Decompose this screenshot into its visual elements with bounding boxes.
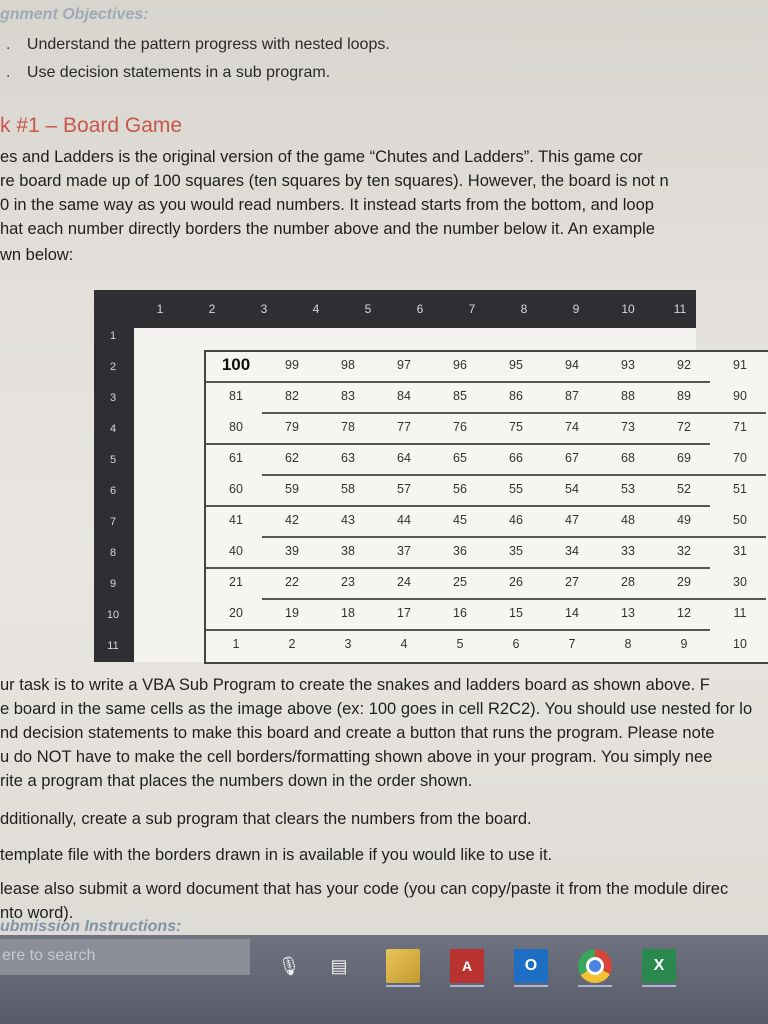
board-cell: 22 — [285, 575, 299, 589]
board-cell: 58 — [341, 482, 355, 496]
active-indicator — [514, 985, 548, 987]
row-header: 3 — [109, 392, 117, 404]
intro-line: es and Ladders is the original version of the game “Chutes and Ladders”. This game cor — [0, 148, 643, 166]
board-cell: 10 — [733, 637, 747, 651]
active-indicator — [450, 985, 484, 987]
board-cell: 75 — [509, 420, 523, 434]
outlook-icon[interactable]: O — [514, 949, 548, 983]
board-cell: 27 — [565, 575, 579, 589]
board-cell: 11 — [733, 606, 747, 620]
taskbar — [0, 935, 768, 1024]
board-cell: 97 — [397, 358, 411, 372]
row-header: 6 — [109, 485, 117, 497]
board-cell: 24 — [397, 575, 411, 589]
column-header: 3 — [260, 302, 268, 316]
board-cell: 23 — [341, 575, 355, 589]
board-cell: 62 — [285, 451, 299, 465]
board-cell: 1 — [232, 637, 240, 651]
intro-line: 0 in the same way as you would read numbers. It instead starts from the bottom, and loop — [0, 196, 654, 214]
board-cell: 72 — [677, 420, 691, 434]
row-header-bar — [94, 328, 134, 662]
board-cell: 96 — [453, 358, 467, 372]
column-header: 5 — [364, 302, 372, 316]
board-cell: 14 — [565, 606, 579, 620]
file-explorer-icon[interactable] — [386, 949, 420, 983]
board-cell: 86 — [509, 389, 523, 403]
board-cell: 25 — [453, 575, 467, 589]
active-indicator — [386, 985, 420, 987]
board-cell: 78 — [341, 420, 355, 434]
board-cell: 93 — [621, 358, 635, 372]
board-cell: 8 — [624, 637, 632, 651]
row-header: 10 — [106, 609, 120, 621]
row-header: 5 — [109, 454, 117, 466]
board-cell: 21 — [229, 575, 243, 589]
chrome-icon[interactable] — [578, 949, 612, 983]
board-cell: 92 — [677, 358, 691, 372]
board-cell: 73 — [621, 420, 635, 434]
board-cell: 34 — [565, 544, 579, 558]
objective-item — [6, 64, 330, 82]
task-heading: k #1 – Board Game — [0, 114, 183, 137]
intro-line: re board made up of 100 squares (ten squares by ten squares). However, the board is not n — [0, 172, 669, 190]
board-cell: 40 — [229, 544, 243, 558]
board-cell: 71 — [733, 420, 747, 434]
column-header-bar — [94, 290, 696, 328]
board-cell: 53 — [621, 482, 635, 496]
board-cell: 43 — [341, 513, 355, 527]
board-cell: 5 — [456, 637, 464, 651]
board-cell: 80 — [229, 420, 243, 434]
bullet-icon: . — [6, 64, 11, 81]
board-cell: 99 — [285, 358, 299, 372]
board-cell: 32 — [677, 544, 691, 558]
board-cell: 54 — [565, 482, 579, 496]
board-cell: 100 — [221, 355, 251, 374]
board-cell: 85 — [453, 389, 467, 403]
board-cell: 81 — [229, 389, 243, 403]
column-header: 8 — [520, 302, 528, 316]
board-cell: 61 — [229, 451, 243, 465]
board-cell: 29 — [677, 575, 691, 589]
column-header: 2 — [208, 302, 216, 316]
row-header: 4 — [109, 423, 117, 435]
board-cell: 17 — [397, 606, 411, 620]
board-cell: 47 — [565, 513, 579, 527]
board-cell: 30 — [733, 575, 747, 589]
board-cell: 87 — [565, 389, 579, 403]
board-cell: 50 — [733, 513, 747, 527]
board-cell: 59 — [285, 482, 299, 496]
board-cell: 39 — [285, 544, 299, 558]
board-cell: 49 — [677, 513, 691, 527]
board-cell: 65 — [453, 451, 467, 465]
row-header: 11 — [107, 640, 119, 652]
board-cell: 12 — [677, 606, 691, 620]
body-line: dditionally, create a sub program that clears the numbers from the board. — [0, 810, 532, 828]
board-cell: 83 — [341, 389, 355, 403]
board-cell: 7 — [568, 637, 576, 651]
board-cell: 6 — [512, 637, 520, 651]
intro-line: hat each number directly borders the number above and the number below it. An example — [0, 220, 655, 238]
board-cell: 67 — [565, 451, 579, 465]
body-line: lease also submit a word document that has your code (you can copy/paste it from the module direc — [0, 880, 729, 898]
board-cell: 84 — [397, 389, 411, 403]
row-header: 7 — [109, 516, 117, 528]
task-view-icon[interactable]: ▤ — [330, 955, 348, 976]
board-cell: 46 — [509, 513, 523, 527]
board-cell: 41 — [229, 513, 243, 527]
board-cell: 64 — [397, 451, 411, 465]
board-cell: 28 — [621, 575, 635, 589]
row-header: 8 — [109, 547, 117, 559]
board-cell: 98 — [341, 358, 355, 372]
intro-line: wn below: — [0, 246, 74, 264]
snakes-ladders-board — [204, 350, 768, 664]
board-cell: 31 — [733, 544, 747, 558]
board-cell: 33 — [621, 544, 635, 558]
board-cell: 82 — [285, 389, 299, 403]
board-cell: 74 — [565, 420, 579, 434]
objective-item — [6, 36, 390, 54]
objective-text: Use decision statements in a sub program. — [26, 64, 331, 81]
board-cell: 94 — [565, 358, 579, 372]
board-cell: 69 — [677, 451, 691, 465]
objective-text: Understand the pattern progress with nested loops. — [26, 36, 390, 53]
bullet-icon: . — [6, 36, 11, 53]
board-cell: 36 — [453, 544, 467, 558]
board-cell: 63 — [341, 451, 355, 465]
row-header: 9 — [109, 578, 117, 590]
spreadsheet-image — [94, 290, 747, 662]
column-header: 11 — [673, 302, 687, 316]
board-cell: 16 — [453, 606, 467, 620]
board-cell: 37 — [397, 544, 411, 558]
board-cell: 90 — [733, 389, 747, 403]
board-cell: 4 — [400, 637, 408, 651]
body-line: u do NOT have to make the cell borders/formatting shown above in your program. You simply nee — [0, 748, 713, 766]
board-cell: 18 — [341, 606, 355, 620]
board-cell: 26 — [509, 575, 523, 589]
body-line: nd decision statements to make this board and create a button that runs the program. Please note — [0, 724, 715, 742]
board-cell: 9 — [680, 637, 688, 651]
board-cell: 45 — [453, 513, 467, 527]
board-cell: 68 — [621, 451, 635, 465]
board-cell: 42 — [285, 513, 299, 527]
column-header: 7 — [468, 302, 476, 316]
body-line: nto word). — [0, 904, 74, 922]
board-cell: 35 — [509, 544, 523, 558]
board-cell: 79 — [285, 420, 299, 434]
microphone-icon[interactable]: 🎙 — [277, 955, 301, 976]
submission-heading: ubmission Instructions: — [0, 918, 182, 935]
board-cell: 91 — [733, 358, 747, 372]
board-cell: 60 — [229, 482, 243, 496]
board-cell: 56 — [453, 482, 467, 496]
taskbar-search-box[interactable] — [0, 939, 250, 975]
body-line: ur task is to write a VBA Sub Program to create the snakes and ladders board as shown above. F — [0, 676, 710, 694]
column-header: 1 — [156, 302, 164, 316]
board-cell: 3 — [344, 637, 352, 651]
board-cell: 20 — [229, 606, 243, 620]
board-cell: 13 — [621, 606, 635, 620]
board-cell: 44 — [397, 513, 411, 527]
acrobat-icon[interactable]: A — [450, 949, 484, 983]
board-cell: 52 — [677, 482, 691, 496]
board-cell: 15 — [509, 606, 523, 620]
board-cell: 38 — [341, 544, 355, 558]
column-header: 4 — [312, 302, 320, 316]
row-header: 2 — [109, 361, 117, 373]
board-cell: 77 — [397, 420, 411, 434]
active-indicator — [642, 985, 676, 987]
board-cell: 95 — [509, 358, 523, 372]
row-header: 1 — [109, 330, 117, 342]
board-cell: 76 — [453, 420, 467, 434]
board-cell: 89 — [677, 389, 691, 403]
board-cell: 48 — [621, 513, 635, 527]
board-cell: 70 — [733, 451, 747, 465]
column-header: 6 — [416, 302, 424, 316]
body-line: rite a program that places the numbers down in the order shown. — [0, 772, 473, 790]
board-cell: 66 — [509, 451, 523, 465]
search-placeholder: ere to search — [2, 947, 96, 964]
column-header: 9 — [572, 302, 580, 316]
board-cell: 55 — [509, 482, 523, 496]
body-line: e board in the same cells as the image above (ex: 100 goes in cell R2C2). You should use nested for lo — [0, 700, 753, 718]
active-indicator — [578, 985, 612, 987]
excel-icon[interactable]: X — [642, 949, 676, 983]
body-line: template file with the borders drawn in is available if you would like to use it. — [0, 846, 553, 864]
board-cell: 57 — [397, 482, 411, 496]
objectives-heading: gnment Objectives: — [0, 6, 149, 23]
board-cell: 19 — [285, 606, 299, 620]
board-cell: 51 — [733, 482, 747, 496]
board-cell: 88 — [621, 389, 635, 403]
board-cell: 2 — [288, 637, 296, 651]
column-header: 10 — [621, 302, 635, 316]
